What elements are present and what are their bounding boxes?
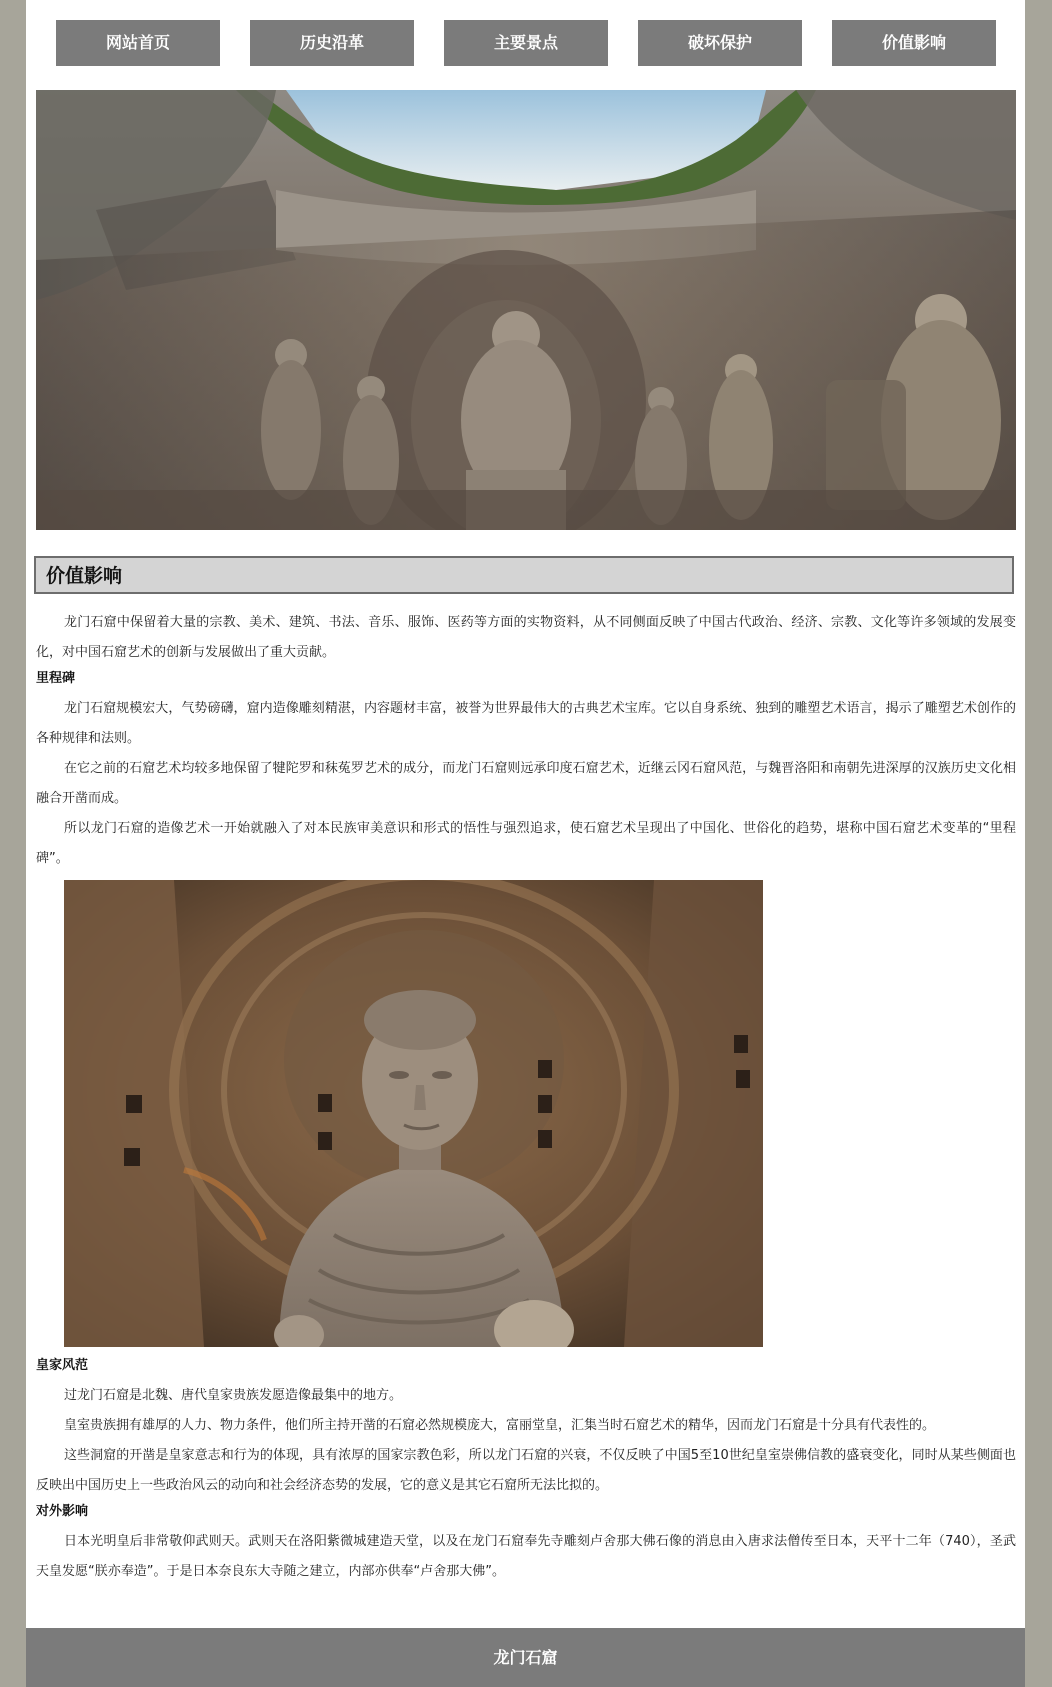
milestone-heading: 里程碑 — [36, 671, 76, 686]
milestone-paragraph: 龙门石窟规模宏大，气势磅礴，窟内造像雕刻精湛，内容题材丰富，被誉为世界最伟大的古典艺术宝库。它以自身系统、独到的雕塑艺术语言，揭示了雕塑艺术创作的各种规律和法则。 — [36, 701, 1016, 746]
milestone-paragraph: 所以龙门石窟的造像艺术一开始就融入了对本民族审美意识和形式的悟性与强烈追求，使石窟艺术呈现出了中国化、世俗化的趋势，堪称中国石窟艺术变革的“里程碑”。 — [36, 821, 1016, 866]
hero-image-grottoes — [36, 90, 1016, 530]
royal-paragraph: 过龙门石窟是北魏、唐代皇家贵族发愿造像最集中的地方。 — [64, 1388, 403, 1403]
nav-item-attractions[interactable]: 主要景点 — [444, 20, 608, 66]
section-header — [34, 556, 1014, 594]
content-upper — [36, 608, 1016, 874]
content-lower — [36, 1355, 1016, 1587]
foreign-paragraph: 日本光明皇后非常敬仰武则天。武则天在洛阳紫微城建造天堂，以及在龙门石窟奉先寺雕刻卢舍那大佛石像的消息由入唐求法僧传至日本，天平十二年（740），圣武天皇发愿“朕亦奉造”。于是日本奈良东大寺随之建立，内部亦供奉“卢舍那大佛”。 — [36, 1534, 1016, 1579]
main-nav — [26, 20, 1025, 66]
buddha-statue-image — [64, 880, 763, 1347]
nav-item-value[interactable]: 价值影响 — [832, 20, 996, 66]
royal-paragraph: 这些洞窟的开凿是皇家意志和行为的体现，具有浓厚的国家宗教色彩，所以龙门石窟的兴衰，不仅反映了中国5至10世纪皇室崇佛信教的盛衰变化，同时从某些侧面也反映出中国历史上一些政治风云的动向和社会经济态势的发展，它的意义是其它石窟所无法比拟的。 — [36, 1448, 1016, 1493]
nav-item-home[interactable]: 网站首页 — [56, 20, 220, 66]
hero-cliff-illustration — [36, 90, 1016, 530]
foreign-heading: 对外影响 — [36, 1504, 89, 1519]
royal-paragraph: 皇室贵族拥有雄厚的人力、物力条件，他们所主持开凿的石窟必然规模庞大，富丽堂皇，汇集当时石窟艺术的精华，因而龙门石窟是十分具有代表性的。 — [64, 1418, 936, 1433]
site-footer: 龙门石窟 — [26, 1628, 1025, 1687]
intro-paragraph: 龙门石窟中保留着大量的宗教、美术、建筑、书法、音乐、服饰、医药等方面的实物资料，从不同侧面反映了中国古代政治、经济、宗教、文化等许多领域的发展变化，对中国石窟艺术的创新与发展做出了重大贡献。 — [36, 615, 1016, 660]
nav-item-protection[interactable]: 破坏保护 — [638, 20, 802, 66]
buddha-illustration — [64, 880, 763, 1347]
page-container — [26, 0, 1025, 1687]
nav-item-history[interactable]: 历史沿革 — [250, 20, 414, 66]
milestone-paragraph: 在它之前的石窟艺术均较多地保留了犍陀罗和秣菟罗艺术的成分，而龙门石窟则远承印度石窟艺术，近继云冈石窟风范，与魏晋洛阳和南朝先进深厚的汉族历史文化相融合开凿而成。 — [36, 761, 1016, 806]
section-title: 价值影响 — [46, 565, 123, 587]
royal-heading: 皇家风范 — [36, 1358, 89, 1373]
